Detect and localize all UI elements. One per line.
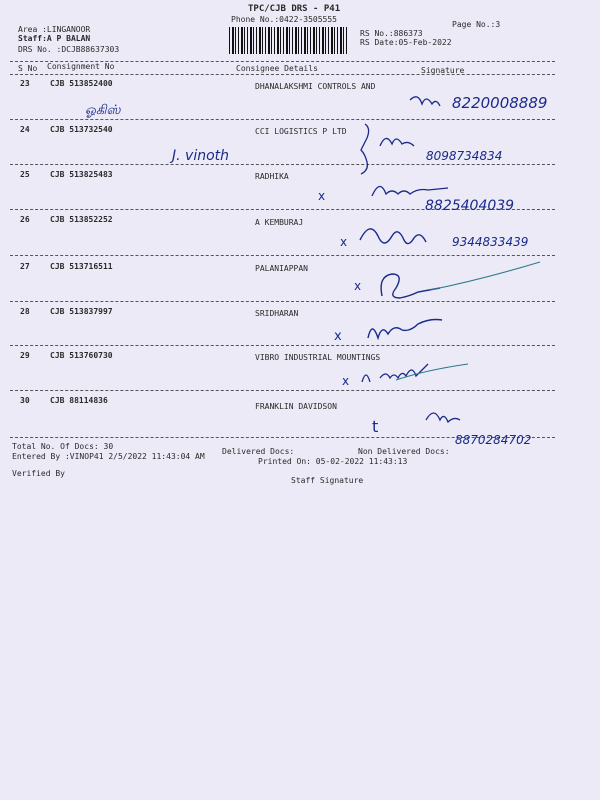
column-header-signature: Signature: [421, 66, 465, 75]
row-consignee: FRANKLIN DAVIDSON: [255, 402, 337, 411]
column-header-consignment: Consignment No: [47, 62, 115, 71]
phone-number: Phone No.:0422-3505555: [231, 15, 337, 24]
handwritten-name: ஓகிஸ்: [85, 103, 121, 118]
handwritten-phone: 9344833439: [452, 235, 529, 249]
cross-mark: x: [334, 329, 342, 344]
delivered-docs: Delivered Docs:: [222, 447, 295, 456]
column-header-sno: S No: [18, 64, 38, 73]
row-sno: 28: [20, 307, 30, 316]
row-sno: 30: [20, 396, 30, 405]
row-consignment: CJB 513837997: [50, 307, 113, 316]
total-docs: Total No. Of Docs: 30: [12, 442, 114, 451]
document-title: TPC/CJB DRS - P41: [248, 4, 341, 14]
row-consignee: A KEMBURAJ: [255, 218, 304, 227]
page-number: Page No.:3: [452, 20, 501, 29]
row-sno: 24: [20, 125, 30, 134]
entered-by: Entered By :VINOP41 2/5/2022 11:43:04 AM: [12, 452, 205, 461]
rs-date: RS Date:05-Feb-2022: [360, 38, 452, 47]
row-consignee: PALANIAPPAN: [255, 264, 308, 273]
drs-number: DRS No. :DCJB88637303: [18, 45, 120, 54]
row-sno: 29: [20, 351, 30, 360]
handwritten-phone: 8220008889: [452, 94, 548, 112]
signature-stroke: [396, 364, 468, 380]
row-sno: 25: [20, 170, 30, 179]
row-consignee: VIBRO INDUSTRIAL MOUNTINGS: [255, 353, 381, 362]
signature-stroke: [410, 97, 440, 106]
non-delivered-docs: Non Delivered Docs:: [358, 447, 450, 456]
row-consignee: CCI LOGISTICS P LTD: [255, 127, 347, 136]
row-consignee: RADHIKA: [255, 172, 289, 181]
signature-stroke: [372, 186, 448, 196]
rs-number: RS No.:886373: [360, 29, 423, 38]
signature-stroke: [381, 274, 440, 298]
signature-stroke: [362, 364, 428, 382]
bracket-stroke: [361, 124, 369, 174]
staff-label: Staff:A P BALAN: [18, 34, 91, 43]
verified-by: Verified By: [12, 469, 65, 478]
row-consignee: DHANALAKSHMI CONTROLS AND: [255, 82, 376, 91]
row-consignment: CJB 513716511: [50, 262, 113, 271]
staff-signature-label: Staff Signature: [291, 476, 364, 485]
row-sno: 26: [20, 215, 30, 224]
row-consignment: CJB 513760730: [50, 351, 113, 360]
cross-mark: x: [318, 189, 326, 203]
handwritten-phone: 8870284702: [455, 433, 532, 447]
handwritten-name: J. vinoth: [172, 148, 230, 164]
handwritten-phone: 8825404039: [425, 198, 515, 214]
signature-stroke: [368, 320, 442, 339]
signature-stroke: [360, 229, 426, 244]
row-sno: 23: [20, 79, 30, 88]
row-consignment: CJB 88114836: [50, 396, 108, 405]
row-consignment: CJB 513732540: [50, 125, 113, 134]
cross-mark: t: [372, 417, 379, 436]
cross-mark: x: [354, 279, 362, 293]
signature-stroke: [426, 413, 460, 422]
row-consignment: CJB 513852252: [50, 215, 113, 224]
row-consignee: SRIDHARAN: [255, 309, 299, 318]
printed-on: Printed On: 05-02-2022 11:43:13: [258, 457, 408, 466]
signature-stroke: [380, 138, 414, 146]
row-consignment: CJB 513825483: [50, 170, 113, 179]
row-consignment: CJB 513852400: [50, 79, 113, 88]
area-label: Area :LINGANOOR: [18, 25, 91, 34]
handwritten-phone: 8098734834: [426, 149, 503, 163]
cross-mark: x: [340, 235, 348, 249]
row-sno: 27: [20, 262, 30, 271]
column-header-consignee: Consignee Details: [236, 64, 318, 73]
signature-stroke: [430, 262, 540, 290]
cross-mark: x: [342, 374, 350, 388]
